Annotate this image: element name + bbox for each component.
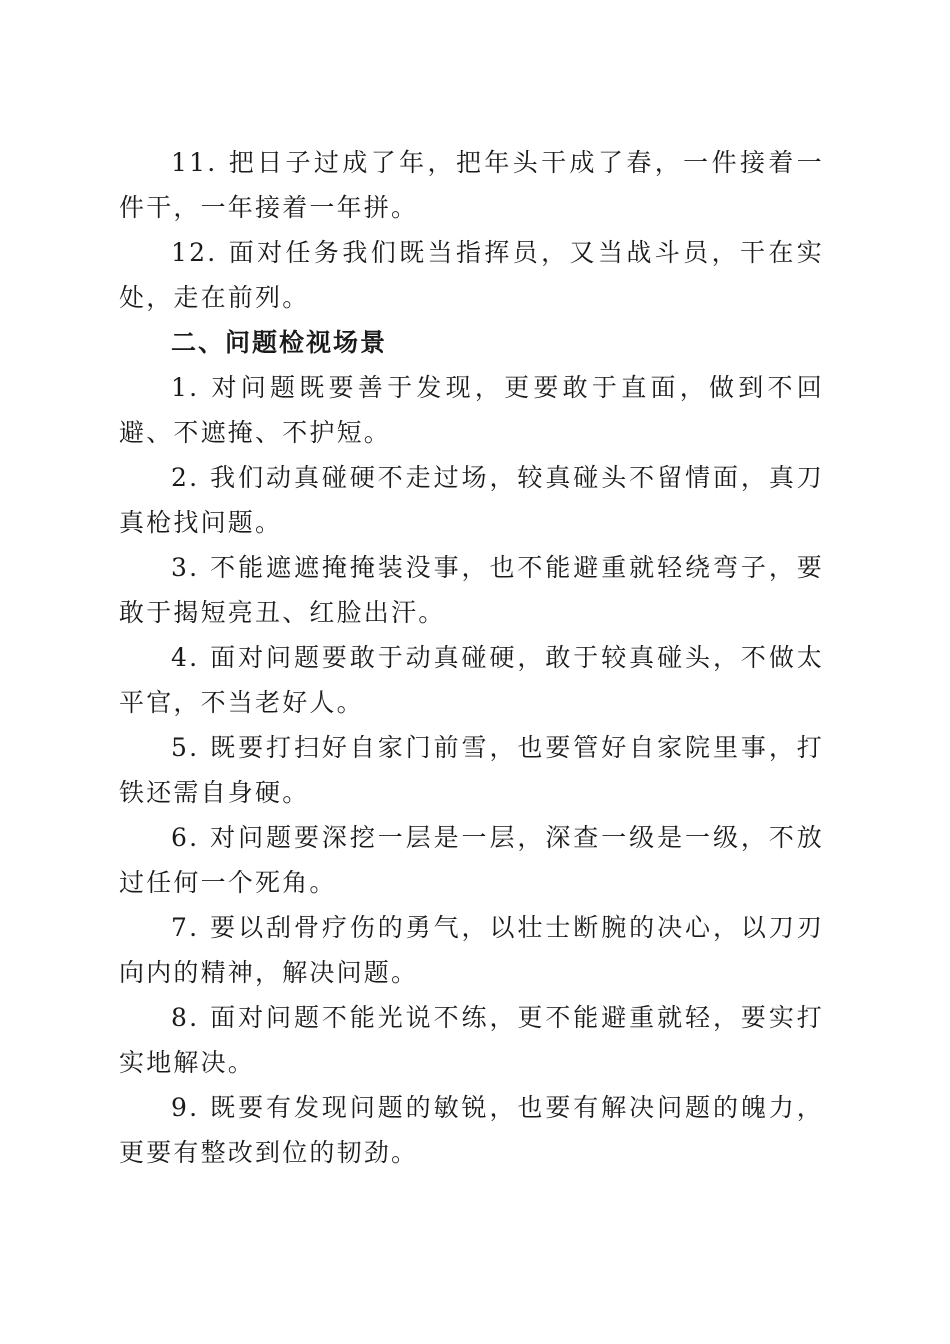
paragraph-item-12: 12. 面对任务我们既当指挥员，又当战斗员，干在实处，走在前列。 [119, 238, 824, 312]
paragraph-item-5: 5. 既要打扫好自家门前雪，也要管好自家院里事，打铁还需自身硬。 [119, 733, 824, 807]
paragraph-item-7: 7. 要以刮骨疗伤的勇气，以壮士断腕的决心，以刀刃向内的精神，解决问题。 [119, 913, 824, 987]
paragraph-item-3: 3. 不能遮遮掩掩装没事，也不能避重就轻绕弯子，要敢于揭短亮丑、红脸出汗。 [119, 553, 824, 627]
paragraph-item-11: 11. 把日子过成了年，把年头干成了春，一件接着一件干，一年接着一年拼。 [119, 148, 824, 222]
paragraph-item-8: 8. 面对问题不能光说不练，更不能避重就轻，要实打实地解决。 [119, 1003, 824, 1077]
section-heading: 二、问题检视场景 [171, 328, 388, 357]
document-body [119, 140, 824, 1175]
paragraph-item-9: 9. 既要有发现问题的敏锐，也要有解决问题的魄力，更要有整改到位的韧劲。 [119, 1093, 824, 1167]
paragraph-item-2: 2. 我们动真碰硬不走过场，较真碰头不留情面，真刀真枪找问题。 [119, 463, 824, 537]
paragraph-item-1: 1. 对问题既要善于发现，更要敢于直面，做到不回避、不遮掩、不护短。 [119, 373, 824, 447]
paragraph-item-6: 6. 对问题要深挖一层是一层，深查一级是一级，不放过任何一个死角。 [119, 823, 824, 897]
paragraph-item-4: 4. 面对问题要敢于动真碰硬，敢于较真碰头，不做太平官，不当老好人。 [119, 643, 824, 717]
